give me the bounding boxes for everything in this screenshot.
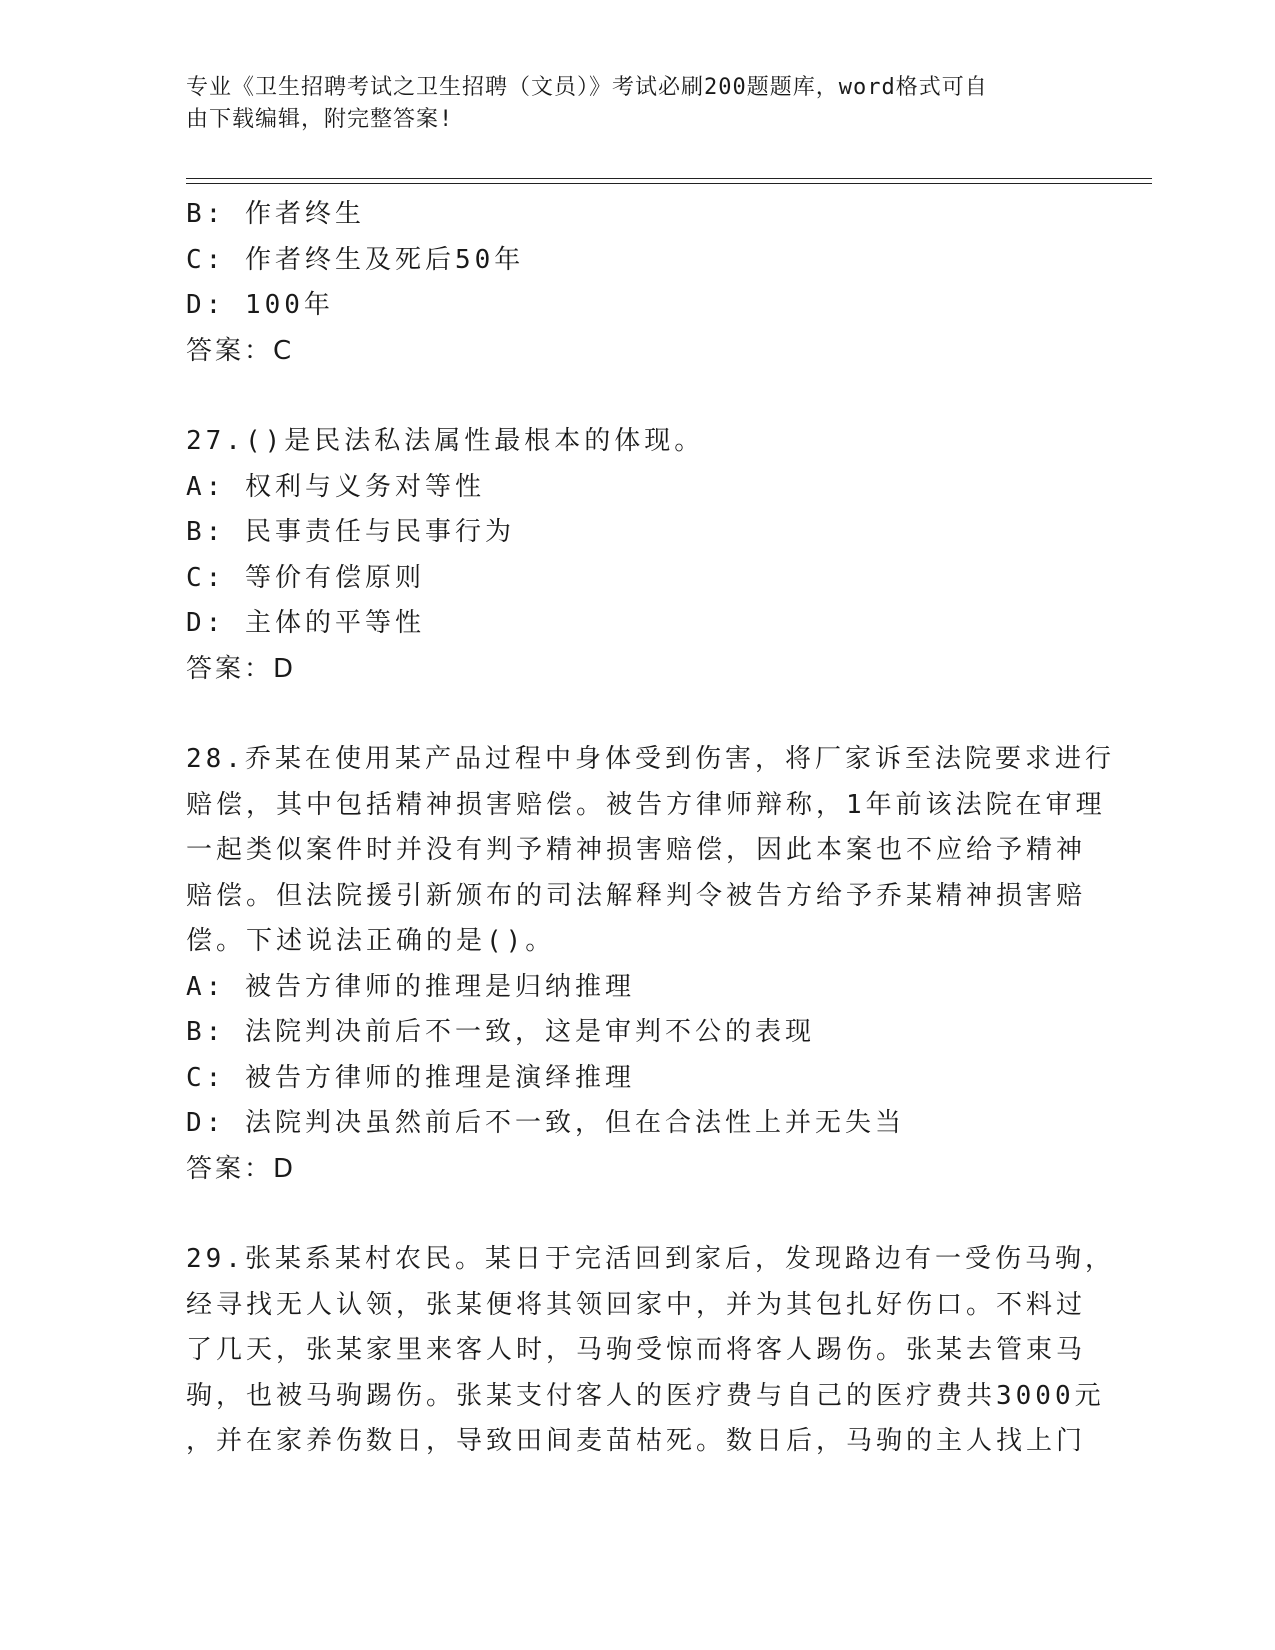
question-stem-line: 一起类似案件时并没有判予精神损害赔偿，因此本案也不应给予精神	[186, 835, 1087, 865]
question-29	[186, 1237, 1115, 1465]
option-a: A: 被告方律师的推理是归纳推理	[186, 971, 635, 1002]
header-divider-bottom	[186, 183, 1152, 184]
question-list	[186, 192, 1115, 1465]
option-c: C: 等价有偿原则	[186, 562, 425, 593]
question-stem: 27.()是民法私法属性最根本的体现。	[186, 426, 705, 456]
question-28	[186, 737, 1115, 1192]
option-c: C: 被告方律师的推理是演绎推理	[186, 1062, 635, 1093]
header-line-1: 专业《卫生招聘考试之卫生招聘（文员）》考试必刷200题题库，word格式可自	[186, 75, 988, 100]
question-stem-line: 28.乔某在使用某产品过程中身体受到伤害，将厂家诉至法院要求进行	[186, 744, 1115, 774]
spacer	[186, 1192, 1086, 1237]
option-b: B: 法院判决前后不一致，这是审判不公的表现	[186, 1017, 815, 1047]
question-stem-line: 赔偿。但法院援引新颁布的司法解释判令被告方给予乔某精神损害赔	[186, 880, 1087, 911]
question-stem-line: 经寻找无人认领，张某便将其领回家中，并为其包扎好伤口。不料过	[186, 1289, 1087, 1320]
option-a: A: 权利与义务对等性	[186, 471, 485, 502]
question-stem-line: 29.张某系某村农民。某日于完活回到家后，发现路边有一受伤马驹，	[186, 1244, 1115, 1274]
answer: 答案：C	[186, 335, 295, 366]
option-d: D: 法院判决虽然前后不一致，但在合法性上并无失当	[186, 1108, 905, 1138]
header-divider-top	[186, 178, 1152, 179]
answer: 答案：D	[186, 1153, 297, 1184]
answer: 答案：D	[186, 653, 297, 684]
spacer	[186, 692, 1086, 737]
header-line-2: 由下载编辑，附完整答案!	[186, 107, 454, 132]
spacer	[186, 374, 1086, 419]
option-b: B: 民事责任与民事行为	[186, 517, 515, 547]
question-stem-line: 了几天，张某家里来客人时，马驹受惊而将客人踢伤。张某去管束马	[186, 1335, 1087, 1365]
question-stem-line: 驹，也被马驹踢伤。张某支付客人的医疗费与自己的医疗费共3000元	[186, 1380, 1105, 1411]
option-c: C: 作者终生及死后50年	[186, 244, 525, 275]
option-d: D: 100年	[186, 290, 334, 320]
question-26	[186, 192, 1086, 374]
question-27	[186, 419, 1086, 692]
option-d: D: 主体的平等性	[186, 608, 425, 638]
document-header	[186, 72, 1066, 136]
question-stem-line: ，并在家养伤数日，导致田间麦苗枯死。数日后，马驹的主人找上门	[186, 1426, 1087, 1456]
question-stem-line: 赔偿，其中包括精神损害赔偿。被告方律师辩称，1年前该法院在审理	[186, 789, 1106, 820]
question-stem-line: 偿。下述说法正确的是()。	[186, 926, 556, 956]
option-b: B: 作者终生	[186, 199, 365, 229]
